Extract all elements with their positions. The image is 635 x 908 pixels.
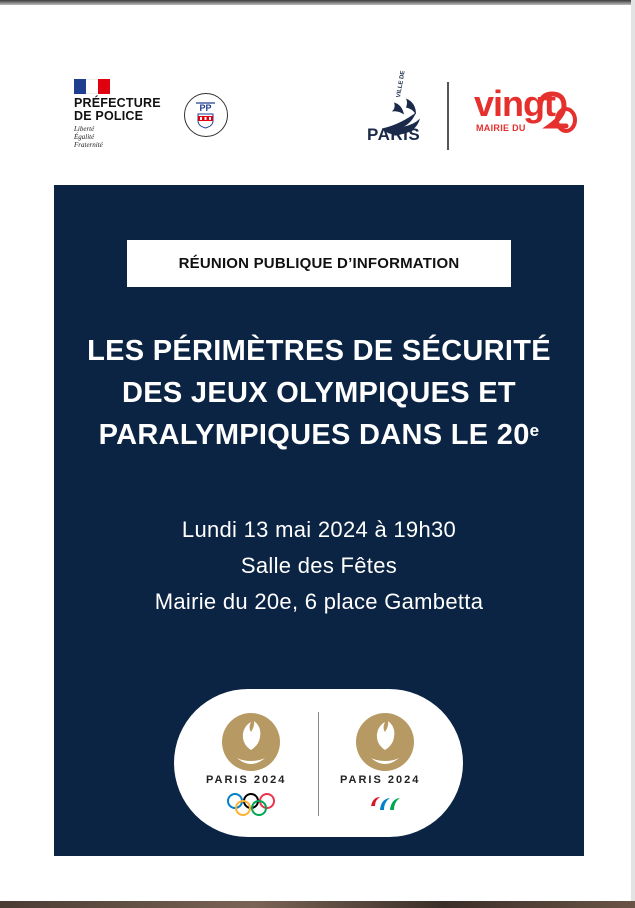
republic-motto [74,125,184,149]
ordinal-suffix: e [529,421,540,440]
paris-wordmark: PARIS [367,125,421,144]
twenty-numeral-icon [536,86,582,136]
prefecture-name-line1: PRÉFECTURE [74,96,161,110]
paralympic-flame-emblem-icon [355,712,415,772]
vingt-wordmark: vingt [474,83,555,124]
prefecture-logo [74,79,184,149]
event-title [54,330,584,456]
window-top-edge [0,0,635,5]
olympic-games-label: PARIS 2024 [206,774,287,786]
motto-egalite: Égalité [74,133,95,141]
french-flag-icon [74,79,110,94]
event-title-line2: DES JEUX OLYMPIQUES ET [122,377,516,409]
olympic-rings-icon [226,792,276,816]
prefecture-name-line2: DE POLICE [74,109,144,123]
event-type-label: RÉUNION PUBLIQUE D’INFORMATION [127,240,511,287]
paris-2024-divider [318,712,319,816]
police-badge-icon [184,93,228,137]
ville-de-label: VILLE DE [396,70,407,99]
police-badge-text: PP [199,103,212,113]
page-bottom-edge [0,901,635,908]
prefecture-name [74,97,184,123]
event-venue: Salle des Fêtes [240,553,398,578]
motto-fraternite: Fraternité [74,141,103,149]
event-title-line1: LES PÉRIMÈTRES DE SÉCURITÉ [87,335,551,367]
olympic-flame-emblem-icon [221,712,281,772]
header-logo-divider [447,82,449,150]
paralympic-games-label: PARIS 2024 [340,774,421,786]
paralympic-agitos-icon [368,792,402,814]
event-title-line3 [54,414,584,456]
motto-liberte: Liberté [74,125,95,133]
event-date: Lundi 13 mai 2024 à 19h30 [181,517,457,542]
event-title-line3-text: PARALYMPIQUES DANS LE 20 [98,419,530,451]
event-details [54,512,584,620]
event-address: Mairie du 20e, 6 place Gambetta [154,589,484,614]
page-right-edge [631,0,635,908]
mairie-du-label: MAIRIE DU [476,123,526,133]
